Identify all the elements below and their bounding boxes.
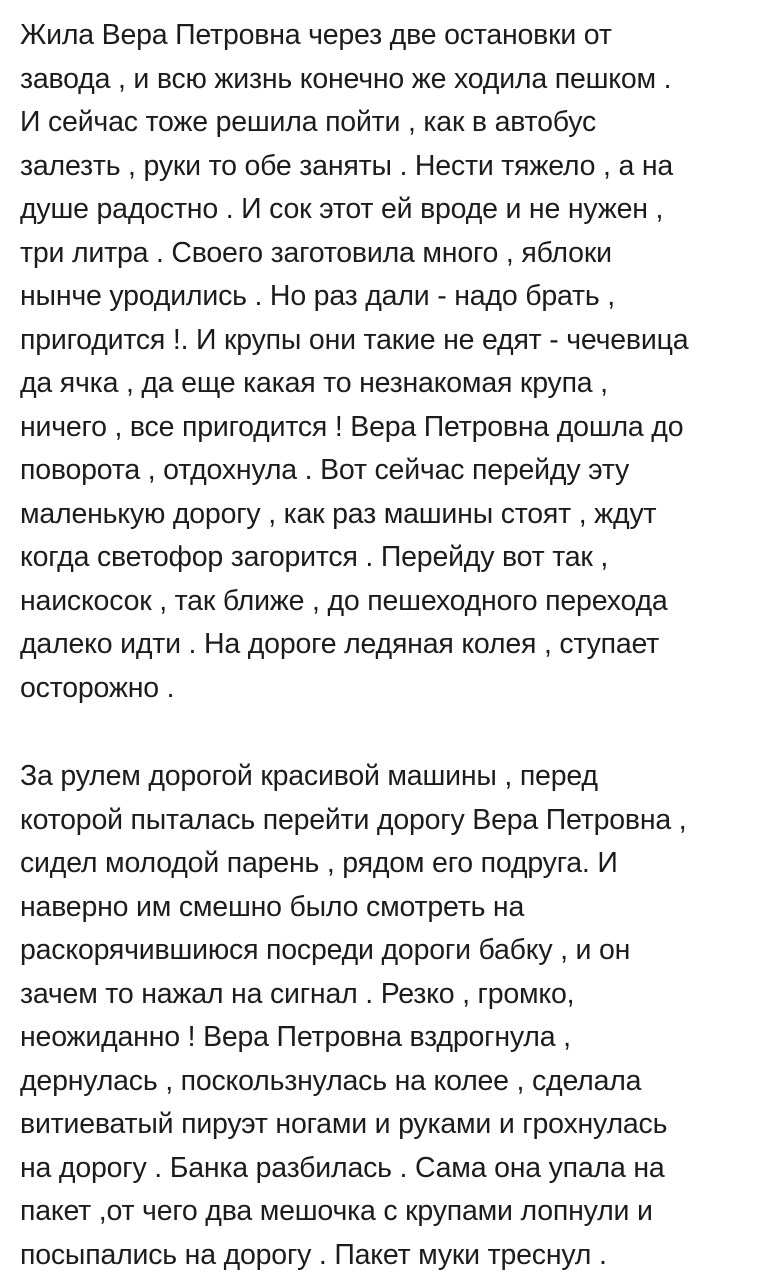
text-line: да ячка , да еще какая то незнакомая крупа , (20, 362, 763, 406)
paragraph-1 (20, 14, 763, 710)
text-line: поворота , отдохнула . Вот сейчас перейду эту (20, 449, 763, 493)
text-line: пакет ,от чего два мешочка с крупами лопнули и (20, 1190, 763, 1234)
text-line: И сейчас тоже решила пойти , как в автобус (20, 101, 763, 145)
text-line: осторожно . (20, 667, 763, 711)
text-line: неожиданно ! Вера Петровна вздрогнула , (20, 1016, 763, 1060)
text-line: залезть , руки то обе заняты . Нести тяжело , а на (20, 145, 763, 189)
text-line: три литра . Своего заготовила много , яблоки (20, 232, 763, 276)
text-line: завода , и всю жизнь конечно же ходила пешком . (20, 58, 763, 102)
text-line: зачем то нажал на сигнал . Резко , громко, (20, 973, 763, 1017)
text-line: наверно им смешно было смотреть на (20, 886, 763, 930)
text-line: раскорячившиюся посреди дороги бабку , и он (20, 929, 763, 973)
text-line: наискосок , так ближе , до пешеходного перехода (20, 580, 763, 624)
paragraph-spacer (20, 710, 763, 755)
text-line: когда светофор загорится . Перейду вот так , (20, 536, 763, 580)
text-line: ничего , все пригодится ! Вера Петровна дошла до (20, 406, 763, 450)
text-line: дернулась , поскользнулась на колее , сделала (20, 1060, 763, 1104)
paragraph-2 (20, 755, 763, 1277)
text-line: нынче уродились . Но раз дали - надо брать , (20, 275, 763, 319)
text-line: сидел молодой парень , рядом его подруга. И (20, 842, 763, 886)
text-line: Жила Вера Петровна через две остановки от (20, 14, 763, 58)
text-line: маленькую дорогу , как раз машины стоят , ждут (20, 493, 763, 537)
text-line: пригодится !. И крупы они такие не едят - чечевица (20, 319, 763, 363)
text-line: на дорогу . Банка разбилась . Сама она упала на (20, 1147, 763, 1191)
text-line: витиеватый пируэт ногами и руками и грохнулась (20, 1103, 763, 1147)
text-line: посыпались на дорогу . Пакет муки треснул . (20, 1234, 763, 1277)
text-line: За рулем дорогой красивой машины , перед (20, 755, 763, 799)
text-line: которой пыталась перейти дорогу Вера Петровна , (20, 799, 763, 843)
text-line: далеко идти . На дороге ледяная колея , ступает (20, 623, 763, 667)
text-line: душе радостно . И сок этот ей вроде и не нужен , (20, 188, 763, 232)
